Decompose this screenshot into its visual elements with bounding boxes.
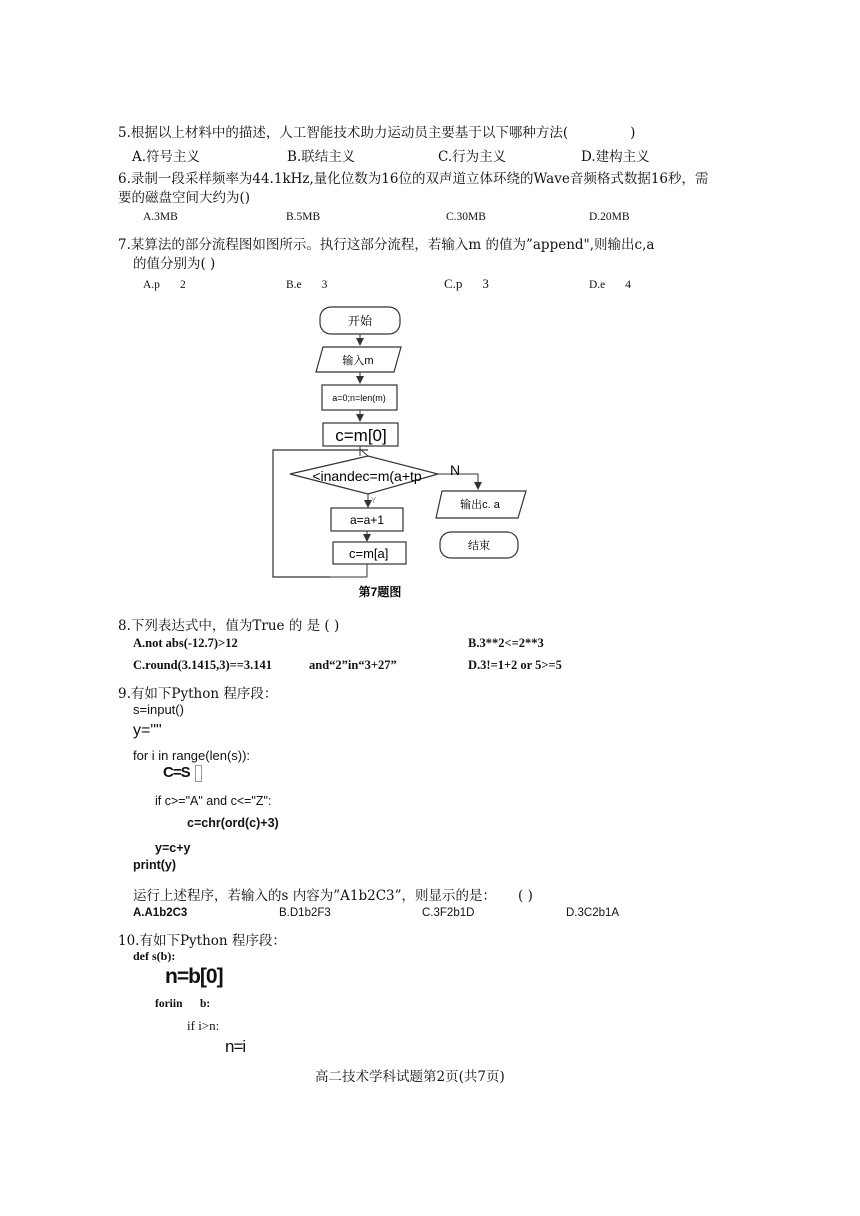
q7-stem-line2: 的值分别为( ) [133, 256, 216, 272]
q10-stem: 10.有如下Python 程序段： [118, 933, 286, 949]
q6-stem-line2: 要的磁盘空间大约为() [118, 190, 251, 206]
q9-code-line: y="" [133, 722, 162, 739]
q9-stem: 9.有如下Python 程序段： [118, 686, 278, 702]
q6-option-b: B.5MB [286, 211, 321, 223]
flow-end-label: 结束 [468, 540, 490, 552]
q8-option-c: C.round(3.1415,3)==3.141 [133, 658, 273, 672]
flow-decision-label: <inandec=m(a+tp [312, 468, 422, 484]
flow-input-label: 输入m [342, 355, 374, 367]
q9-code-line: y=c+y [155, 841, 191, 855]
q5-option-b: B.联结主义 [287, 149, 356, 165]
q10-code-line: if i>n: [187, 1018, 220, 1033]
q9-code-line: C=S [163, 764, 202, 782]
q8-option-a: A.not abs(-12.7)>12 [133, 636, 238, 650]
q9-code-line: for i in range(len(s)): [133, 748, 251, 763]
q5-option-d: D.建构主义 [581, 149, 650, 165]
q10-code-line: n=b[0] [165, 965, 223, 988]
q6-option-d: D.20MB [589, 211, 630, 223]
q9-code-line: c=chr(ord(c)+3) [187, 816, 279, 830]
q7-option-b: B.e 3 [286, 279, 328, 291]
q5-option-a: A.符号主义 [132, 149, 201, 165]
flow-assign-c-label: c=m[0] [335, 426, 387, 445]
q7-option-c: C.p 3 [444, 276, 489, 291]
q6-option-a: A.3MB [143, 211, 178, 223]
q8-option-b: B.3**2<=2**3 [468, 636, 544, 650]
q7-option-a: A.p 2 [143, 279, 186, 291]
q10-code-line: foriin [155, 998, 183, 1010]
flow-output-label: 输出c. a [460, 499, 500, 511]
q6-option-c: C.30MB [446, 211, 486, 223]
q9-code-line: s=input() [133, 702, 184, 717]
q5-option-c: C.行为主义 [438, 149, 507, 165]
q9-code-line: print(y) [133, 858, 177, 872]
flow-start-label: 开始 [347, 314, 373, 328]
flow-increment-label: a=a+1 [349, 513, 385, 527]
q9-question: 运行上述程序，若输入的s 内容为”A1b2C3”，则显示的是： ( ) [133, 888, 533, 904]
page-footer: 高二技术学科试题第2页(共7页) [315, 1069, 505, 1085]
q10-code-line: n=i [225, 1037, 246, 1056]
flow-yes-label: Y [371, 496, 377, 505]
q8-option-d: D.3!=1+2 or 5>=5 [468, 658, 562, 672]
q9-option-a: A.A1b2C3 [133, 907, 188, 919]
q9-option-d: D.3C2b1A [566, 907, 620, 919]
q10-code-line: def s(b): [133, 949, 176, 963]
q8-option-c-cont: and“2”in“3+27” [309, 658, 397, 672]
q8-stem: 8.下列表达式中，值为True 的 是 ( ) [118, 618, 340, 634]
q9-option-c: C.3F2b1D [422, 907, 475, 919]
flow-init-label: a=0;n=len(m) [332, 393, 386, 403]
q7-stem-line1: 7.某算法的部分流程图如图所示。执行这部分流程，若输入m 的值为”append",则输出c,a [118, 237, 655, 253]
q6-stem-line1: 6.录制一段采样频率为44.1kHz,量化位数为16位的双声道立体环绕的Wave音频格式数据16秒，需 [118, 171, 709, 187]
flow-caption: 第7题图 [358, 585, 402, 599]
q10-code-line: b: [200, 998, 211, 1010]
q5-stem: 5.根据以上材料中的描述，人工智能技术助力运动员主要基于以下哪种方法( ) [118, 125, 636, 141]
flow-no-label: N [450, 462, 461, 478]
flow-update-c-label: c=m[a] [349, 546, 389, 561]
q9-code-line: if c>="A" and c<="Z": [155, 794, 272, 808]
q9-option-b: B.D1b2F3 [279, 907, 331, 919]
q7-option-d: D.e 4 [589, 279, 632, 291]
